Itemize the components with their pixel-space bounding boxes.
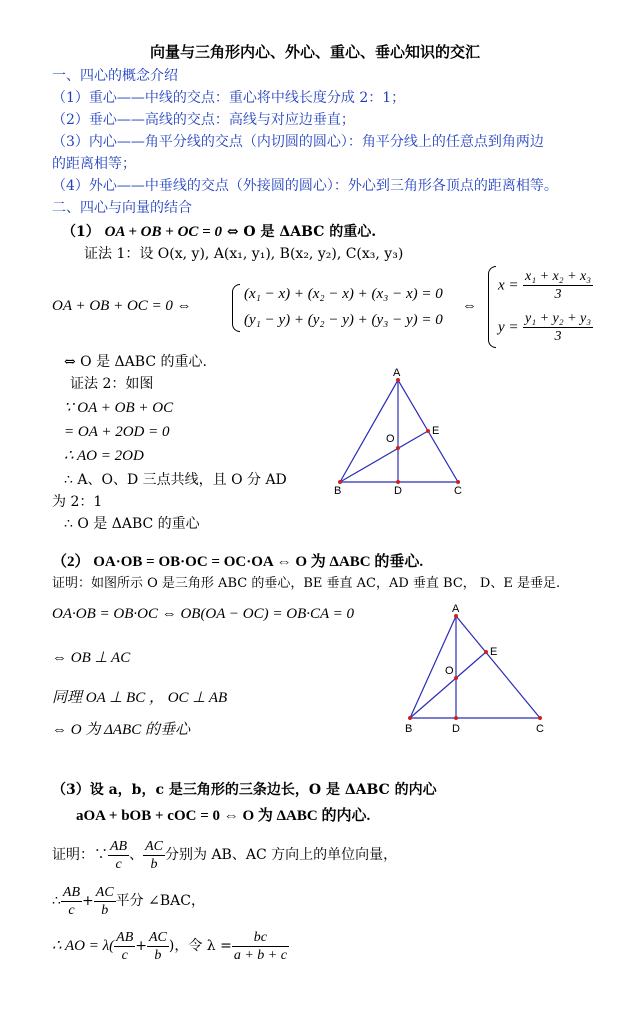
y-fraction [523, 310, 593, 345]
centroid-figure [326, 366, 476, 498]
proof2-intro: 证法 2：如图 [70, 376, 154, 392]
y-denominator: 3 [554, 329, 562, 344]
label-o-2: O [445, 665, 454, 677]
part3-proof-line-1 [52, 834, 397, 876]
proof2-line-6: ∴ O 是 ΔABC 的重心 [64, 516, 200, 532]
therefore-1: ∴ [52, 893, 61, 909]
part1-statement [62, 222, 376, 242]
section1-heading: 一、四心的概念介绍 [52, 68, 178, 84]
x-numerator: x₁ + x₂ + x₃ [524, 269, 592, 284]
part2-line-4: ⇔ O 为 ΔABC 的垂心 [52, 722, 190, 738]
concept-item-1: （1）重心——中线的交点：重心将中线长度分成 2：1； [52, 90, 406, 106]
point-e [426, 429, 430, 433]
bisect-text: 平分 ∠BAC， [115, 893, 205, 909]
y-lhs: y = [498, 319, 519, 336]
system-eq-2: (y₁ − y) + (y₂ − y) + (y₃ − y) = 0 [244, 312, 443, 328]
sum-ac-den: b [101, 902, 109, 918]
part3-statement: （3）设 a，b，c 是三角形的三条边长，O 是 ΔABC 的内心 [52, 782, 437, 798]
altitude-be [410, 652, 486, 718]
unit-ab-num: AB [110, 838, 128, 854]
y-numerator: y₁ + y₂ + y₃ [524, 311, 592, 326]
orthocenter-figure [398, 600, 558, 740]
sum-frac-ab [61, 884, 82, 919]
triangle-abc-2 [410, 616, 540, 718]
point-b [338, 480, 342, 484]
separator: 、 [129, 847, 144, 863]
concept-item-3-cont: 的距离相等； [52, 156, 136, 172]
proof2-line-5: 为 2：1 [52, 494, 103, 510]
proof1-intro: 证法 1：设 O(x, y), A(x₁, y₁), B(x₂, y₂), C(x₃, y₃) [84, 246, 404, 262]
point-e-2 [484, 650, 488, 654]
median-be [340, 431, 428, 482]
lambda-value [232, 929, 289, 964]
part1-vector-sum: OA + OB + OC = 0 [104, 224, 222, 240]
proof1-conclusion: ⇔ O 是 ΔABC 的重心. [64, 354, 207, 370]
label-e: E [432, 425, 440, 437]
label-a: A [393, 367, 401, 379]
unit-vector-ab [108, 838, 129, 873]
label-d: D [394, 485, 402, 497]
system-eq-1: (x₁ − x) + (x₂ − x) + (x₃ − x) = 0 [244, 286, 443, 302]
concept-item-4: （4）外心——中垂线的交点（外接圆的圆心）：外心到三角形各顶点的距离相等。 [52, 178, 558, 194]
system-left: OA + OB + OC = 0 ⇔ [52, 298, 192, 314]
proof2-line-3: ∴ AO = 2OD [64, 448, 144, 464]
section2-heading: 二、四心与向量的结合 [52, 200, 192, 216]
label-b-2: B [405, 723, 413, 735]
plus-2: + [135, 938, 147, 954]
let-lambda: )，令 λ = [168, 938, 232, 954]
label-c: C [454, 485, 462, 497]
unit-ac-num: AC [145, 838, 163, 854]
part2-proof-intro: 证明：如图所示 O 是三角形 ABC 的垂心，BE 垂直 AC，AD 垂直 BC， D、E 是垂足. [52, 576, 561, 591]
y-solution [498, 310, 593, 345]
part2-line-1: OA·OB = OB·OC ⇔ OB(OA − OC) = OB·CA = 0 [52, 606, 354, 622]
part2-line-3: 同理 OA ⊥ BC ， OC ⊥ AB [52, 690, 228, 706]
point-c-2 [538, 716, 542, 720]
lambda-ac-num: AC [148, 929, 167, 945]
point-d-2 [454, 716, 458, 720]
label-e-2: E [490, 646, 498, 658]
lambda-ac-den: b [154, 947, 162, 963]
label-c-2: C [536, 723, 544, 735]
label-o: O [386, 433, 395, 445]
lambda-frac-ac [147, 929, 169, 964]
plus-1: + [82, 893, 94, 909]
lambda-ab-num: AB [116, 929, 134, 945]
point-o [396, 446, 400, 450]
point-b-2 [408, 716, 412, 720]
label-a-2: A [452, 603, 460, 615]
right-brace [488, 266, 496, 348]
proof2-line-1: ∵ OA + OB + OC [64, 400, 174, 416]
proof-prefix: 证明：∵ [52, 847, 108, 863]
triangle-abc [340, 380, 458, 482]
part2-line-2: ⇔ OB ⊥ AC [52, 650, 131, 666]
x-solution [498, 268, 593, 303]
part3-statement-2: aOA + bOB + cOC = 0 ⇔ O 为 ΔABC 的内心. [76, 808, 371, 824]
part3-proof-line-2 [52, 880, 205, 922]
proof-suffix: 分别为 AB、AC 方向上的单位向量， [165, 847, 398, 863]
part2-statement: （2） OA·OB = OB·OC = OC·OA ⇔ O 为 ΔABC 的垂心. [52, 554, 424, 570]
page-title: 向量与三角形内心、外心、重心、垂心知识的交汇 [150, 43, 481, 61]
lambda-den: a + b + c [233, 947, 287, 963]
lambda-ab-den: c [121, 947, 128, 963]
point-d [396, 480, 400, 484]
concept-item-2: （2）垂心——高线的交点：高线与对应边垂直； [52, 112, 355, 128]
sum-frac-ac [94, 884, 116, 919]
point-o-2 [454, 676, 458, 680]
part1-label: （1） [62, 224, 100, 240]
unit-ab-den: c [115, 856, 122, 872]
label-b: B [334, 485, 342, 497]
unit-ac-den: b [150, 856, 158, 872]
proof2-line-4: ∴ A、O、D 三点共线，且 O 分 AD [64, 472, 287, 488]
x-fraction [523, 268, 593, 303]
x-denominator: 3 [554, 287, 562, 302]
point-c [456, 480, 460, 484]
x-lhs: x = [498, 277, 519, 294]
part1-statement-text: ⇔ O 是 ΔABC 的重心. [226, 224, 377, 240]
ao-lambda: ∴ AO = λ( [52, 938, 115, 954]
concept-item-3: （3）内心——角平分线的交点（内切圆的圆心）：角平分线上的任意点到角两边 [52, 134, 544, 150]
sum-ab-den: c [68, 902, 75, 918]
lambda-num: bc [232, 929, 289, 947]
left-brace [232, 284, 240, 332]
lambda-frac-ab [114, 929, 135, 964]
unit-vector-ac [143, 838, 165, 873]
system-arrow: ⇔ [462, 298, 477, 314]
sum-ac-num: AC [95, 884, 114, 900]
part3-proof-line-3 [52, 924, 289, 968]
sum-ab-num: AB [62, 884, 81, 900]
proof2-line-2: = OA + 2OD = 0 [64, 424, 170, 440]
label-d-2: D [452, 723, 460, 735]
